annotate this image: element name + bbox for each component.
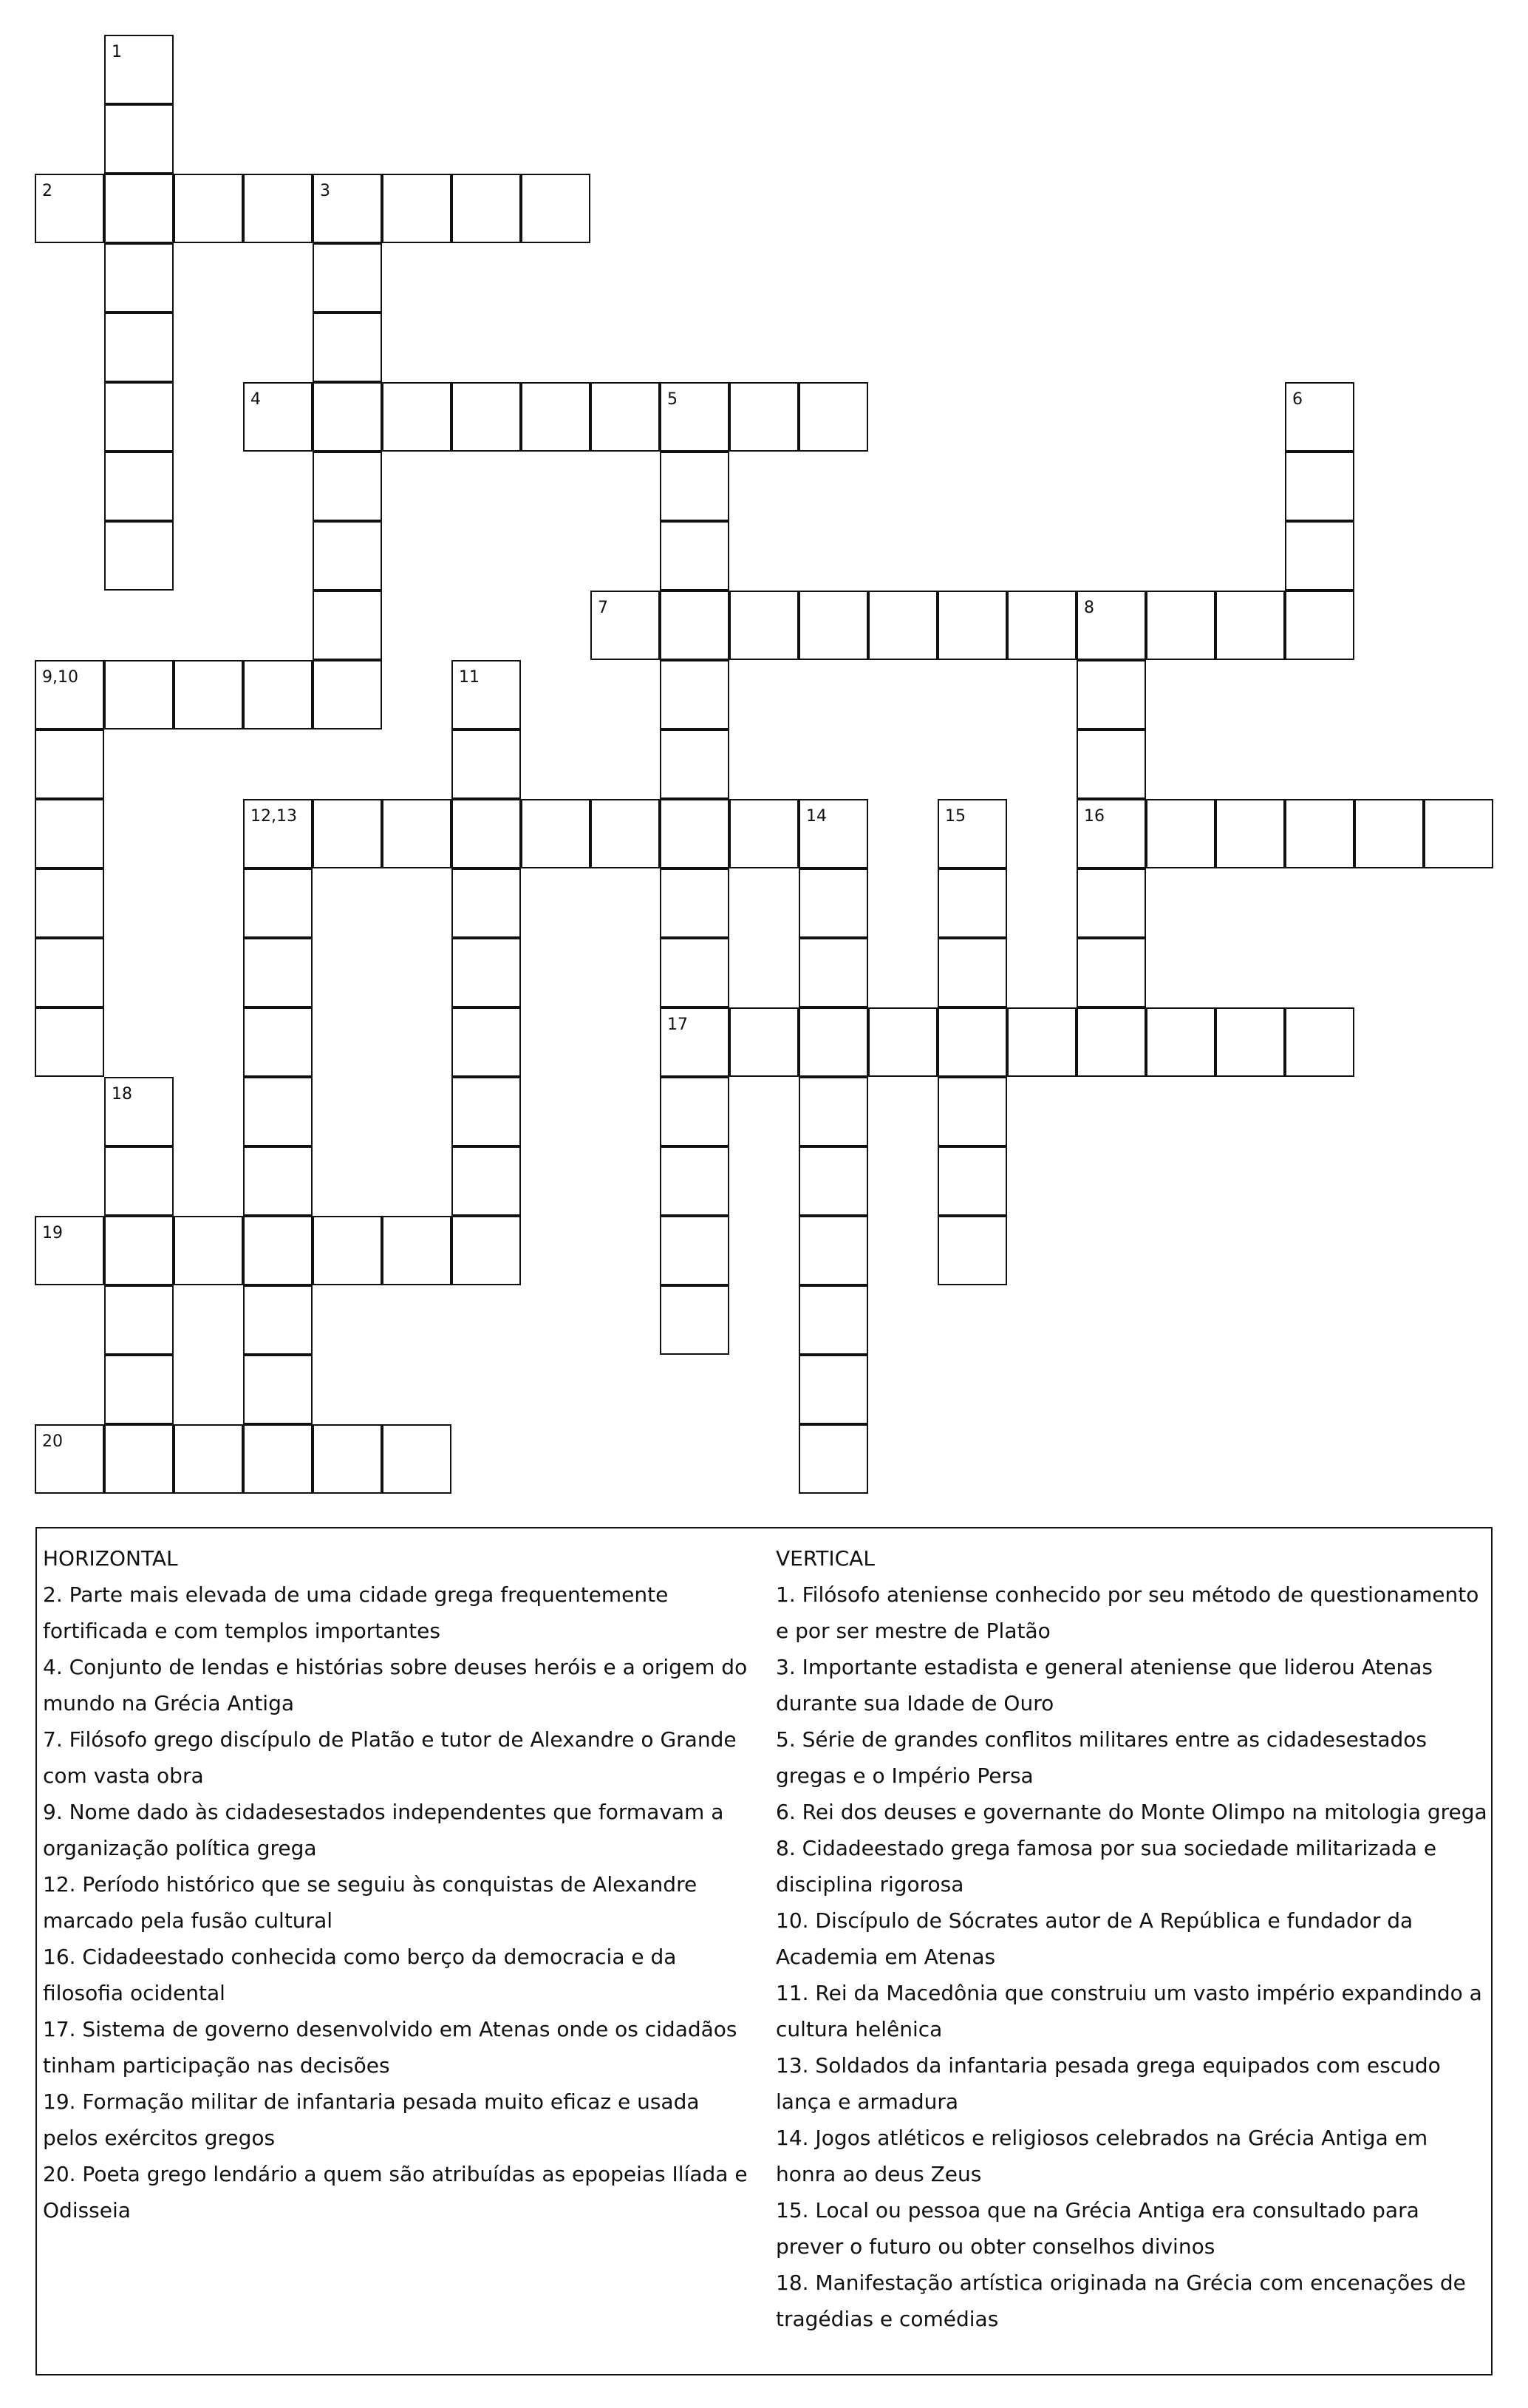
grid-cell[interactable] [35, 868, 104, 938]
grid-cell[interactable] [243, 1355, 313, 1424]
clue-v-5: 5. Série de grandes conflitos militares entre as cidadesestados gregas e o Império Persa [776, 1727, 1428, 1788]
grid-cell[interactable] [451, 382, 521, 452]
grid-cell[interactable] [382, 1424, 451, 1494]
clue-v-14: 14. Jogos atléticos e religiosos celebrados na Grécia Antiga em honra ao deus Zeus [776, 2126, 1428, 2186]
grid-cell[interactable] [660, 729, 729, 799]
grid-cell[interactable] [243, 174, 313, 243]
grid-cell[interactable] [660, 1077, 729, 1146]
grid-cell[interactable] [35, 1007, 104, 1077]
clue-h-19: 19. Formação militar de infantaria pesada muito eficaz e usada pelos exércitos gregos [43, 2089, 700, 2150]
grid-cell[interactable] [104, 1355, 174, 1424]
grid-cell[interactable] [729, 591, 799, 660]
grid-cell[interactable] [660, 868, 729, 938]
grid-cell[interactable] [660, 452, 729, 521]
grid-cell[interactable] [799, 938, 868, 1007]
clue-number: 19 [42, 1224, 63, 1242]
grid-cell[interactable] [799, 1077, 868, 1146]
grid-cell[interactable] [243, 868, 313, 938]
grid-cell[interactable] [1146, 799, 1215, 868]
grid-cell[interactable] [1146, 591, 1215, 660]
grid-cell[interactable] [174, 1216, 243, 1285]
grid-cell[interactable] [313, 799, 382, 868]
clue-h-12: 12. Período histórico que se seguiu às conquistas de Alexandre marcado pela fusão cultural [43, 1872, 698, 1933]
grid-cell[interactable] [521, 799, 590, 868]
grid-cell[interactable] [799, 591, 868, 660]
grid-cell[interactable] [451, 174, 521, 243]
clue-h-7: 7. Filósofo grego discípulo de Platão e tutor de Alexandre o Grande com vasta obra [43, 1727, 737, 1788]
grid-cell[interactable] [243, 1146, 313, 1216]
grid-cell[interactable] [660, 938, 729, 1007]
clue-v-18: 18. Manifestação artística originada na Grécia com encenações de tragédias e comédias [776, 2271, 1466, 2331]
grid-cell[interactable] [243, 1424, 313, 1494]
grid-cell[interactable] [35, 729, 104, 799]
grid-cell[interactable] [799, 1424, 868, 1494]
horizontal-clues [43, 1540, 760, 2228]
grid-cell[interactable] [590, 799, 660, 868]
grid-cell[interactable] [243, 1077, 313, 1146]
grid-cell[interactable] [660, 591, 729, 660]
grid-cell[interactable] [382, 799, 451, 868]
grid-cell[interactable] [174, 660, 243, 729]
grid-cell[interactable] [660, 799, 729, 868]
grid-cell[interactable] [243, 1285, 313, 1355]
grid-cell[interactable] [1285, 591, 1354, 660]
grid-cell[interactable] [799, 1146, 868, 1216]
grid-cell[interactable] [313, 382, 382, 452]
clue-h-4: 4. Conjunto de lendas e histórias sobre deuses heróis e a origem do mundo na Grécia Antiga [43, 1655, 748, 1715]
clue-number: 6 [1292, 390, 1303, 409]
clue-v-3: 3. Importante estadista e general ateniense que liderou Atenas durante sua Idade de Ouro [776, 1655, 1433, 1715]
clue-number: 4 [250, 390, 261, 409]
clue-number: 7 [598, 599, 608, 617]
grid-cell[interactable] [243, 1007, 313, 1077]
vertical-title: VERTICAL [776, 1546, 875, 1571]
grid-cell[interactable] [451, 868, 521, 938]
clue-number: 18 [112, 1085, 132, 1103]
grid-cell[interactable] [1077, 1007, 1146, 1077]
grid-cell[interactable] [313, 313, 382, 382]
clues-box [35, 1527, 1493, 2375]
clue-number: 2 [42, 182, 52, 200]
grid-cell[interactable] [590, 382, 660, 452]
grid-cell[interactable] [799, 1007, 868, 1077]
vertical-clues [776, 1540, 1493, 2337]
clue-v-6: 6. Rei dos deuses e governante do Monte Olimpo na mitologia grega [776, 1800, 1487, 1824]
clue-number: 14 [806, 807, 827, 826]
grid-cell[interactable] [1077, 729, 1146, 799]
grid-cell[interactable] [729, 382, 799, 452]
grid-cell[interactable] [938, 1007, 1007, 1077]
grid-cell[interactable] [1285, 521, 1354, 591]
clue-number: 9,10 [42, 668, 78, 687]
horizontal-title: HORIZONTAL [43, 1546, 178, 1571]
grid-cell[interactable] [382, 174, 451, 243]
clue-v-10: 10. Discípulo de Sócrates autor de A República e fundador da Academia em Atenas [776, 1908, 1413, 1969]
grid-cell[interactable] [660, 1285, 729, 1355]
clue-v-1: 1. Filósofo ateniense conhecido por seu método de questionamento e por ser mestre de Platão [776, 1582, 1479, 1643]
clue-number: 16 [1084, 807, 1105, 826]
grid-cell[interactable] [660, 1146, 729, 1216]
clue-number: 8 [1084, 599, 1094, 617]
grid-cell[interactable] [104, 521, 174, 591]
grid-cell[interactable] [104, 313, 174, 382]
grid-cell[interactable] [799, 1216, 868, 1285]
grid-cell[interactable] [938, 591, 1007, 660]
grid-cell[interactable] [451, 1216, 521, 1285]
grid-cell[interactable] [104, 1424, 174, 1494]
grid-cell[interactable] [1215, 591, 1285, 660]
clue-number: 12,13 [250, 807, 297, 826]
grid-cell[interactable] [1424, 799, 1493, 868]
grid-cell[interactable] [938, 1077, 1007, 1146]
grid-cell[interactable] [521, 174, 590, 243]
grid-cell[interactable] [1215, 1007, 1285, 1077]
grid-cell[interactable] [104, 1216, 174, 1285]
grid-cell[interactable] [313, 243, 382, 313]
grid-cell[interactable] [104, 104, 174, 174]
grid-cell[interactable] [799, 868, 868, 938]
grid-cell[interactable] [104, 1285, 174, 1355]
grid-cell[interactable] [451, 1007, 521, 1077]
grid-cell[interactable] [451, 799, 521, 868]
grid-cell[interactable] [1007, 1007, 1077, 1077]
grid-cell[interactable] [451, 1077, 521, 1146]
clue-number: 15 [945, 807, 966, 826]
clue-h-2: 2. Parte mais elevada de uma cidade grega frequentemente fortificada e com templos importantes [43, 1582, 669, 1643]
grid-cell[interactable] [799, 382, 868, 452]
grid-cell[interactable] [174, 1424, 243, 1494]
clue-number: 3 [320, 182, 330, 200]
clue-v-13: 13. Soldados da infantaria pesada grega equipados com escudo lança e armadura [776, 2053, 1441, 2114]
grid-cell[interactable] [1077, 660, 1146, 729]
grid-cell[interactable] [313, 452, 382, 521]
grid-cell[interactable] [938, 1216, 1007, 1285]
grid-cell[interactable] [451, 938, 521, 1007]
grid-cell[interactable] [243, 938, 313, 1007]
grid-cell[interactable] [938, 868, 1007, 938]
clue-number: 5 [667, 390, 678, 409]
grid-cell[interactable] [938, 938, 1007, 1007]
grid-cell[interactable] [1007, 591, 1077, 660]
grid-cell[interactable] [1285, 1007, 1354, 1077]
clue-v-11: 11. Rei da Macedônia que construiu um vasto império expandindo a cultura helênica [776, 1981, 1482, 2041]
grid-cell[interactable] [729, 1007, 799, 1077]
grid-cell[interactable] [174, 174, 243, 243]
grid-cell[interactable] [1285, 799, 1354, 868]
grid-cell[interactable] [521, 382, 590, 452]
grid-cell[interactable] [868, 591, 938, 660]
grid-cell[interactable] [660, 660, 729, 729]
clue-h-16: 16. Cidadeestado conhecida como berço da democracia e da filosofia ocidental [43, 1945, 677, 2005]
grid-cell[interactable] [313, 591, 382, 660]
grid-cell[interactable] [35, 799, 104, 868]
grid-cell[interactable] [313, 1216, 382, 1285]
clue-h-20: 20. Poeta grego lendário a quem são atribuídas as epopeias Ilíada e Odisseia [43, 2162, 748, 2222]
grid-cell[interactable] [868, 1007, 938, 1077]
grid-cell[interactable] [938, 1146, 1007, 1216]
grid-cell[interactable] [382, 382, 451, 452]
clue-v-8: 8. Cidadeestado grega famosa por sua sociedade militarizada e disciplina rigorosa [776, 1836, 1437, 1897]
grid-cell[interactable] [313, 660, 382, 729]
grid-cell[interactable] [1285, 452, 1354, 521]
grid-cell[interactable] [104, 243, 174, 313]
grid-cell[interactable] [104, 382, 174, 452]
grid-cell[interactable] [729, 799, 799, 868]
grid-cell[interactable] [104, 174, 174, 243]
grid-cell[interactable] [313, 521, 382, 591]
grid-cell[interactable] [660, 521, 729, 591]
grid-cell[interactable] [451, 729, 521, 799]
grid-cell[interactable] [35, 938, 104, 1007]
grid-cell[interactable] [243, 660, 313, 729]
clue-h-9: 9. Nome dado às cidadesestados independentes que formavam a organização política grega [43, 1800, 724, 1860]
clue-number: 11 [459, 668, 480, 687]
grid-cell[interactable] [1077, 868, 1146, 938]
grid-cell[interactable] [313, 1424, 382, 1494]
grid-cell[interactable] [1077, 938, 1146, 1007]
grid-cell[interactable] [799, 1355, 868, 1424]
clue-h-17: 17. Sistema de governo desenvolvido em Atenas onde os cidadãos tinham participação nas decisões [43, 2017, 737, 2078]
grid-cell[interactable] [1215, 799, 1285, 868]
grid-cell[interactable] [104, 660, 174, 729]
clue-number: 20 [42, 1432, 63, 1451]
grid-cell[interactable] [104, 1146, 174, 1216]
grid-cell[interactable] [104, 452, 174, 521]
clue-v-15: 15. Local ou pessoa que na Grécia Antiga era consultado para prever o futuro ou obter conselhos divinos [776, 2198, 1419, 2259]
grid-cell[interactable] [243, 1216, 313, 1285]
grid-cell[interactable] [382, 1216, 451, 1285]
grid-cell[interactable] [1146, 1007, 1215, 1077]
grid-cell[interactable] [660, 1216, 729, 1285]
grid-cell[interactable] [451, 1146, 521, 1216]
clue-number: 1 [112, 43, 122, 61]
clue-number: 17 [667, 1016, 688, 1034]
grid-cell[interactable] [799, 1285, 868, 1355]
grid-cell[interactable] [1354, 799, 1424, 868]
